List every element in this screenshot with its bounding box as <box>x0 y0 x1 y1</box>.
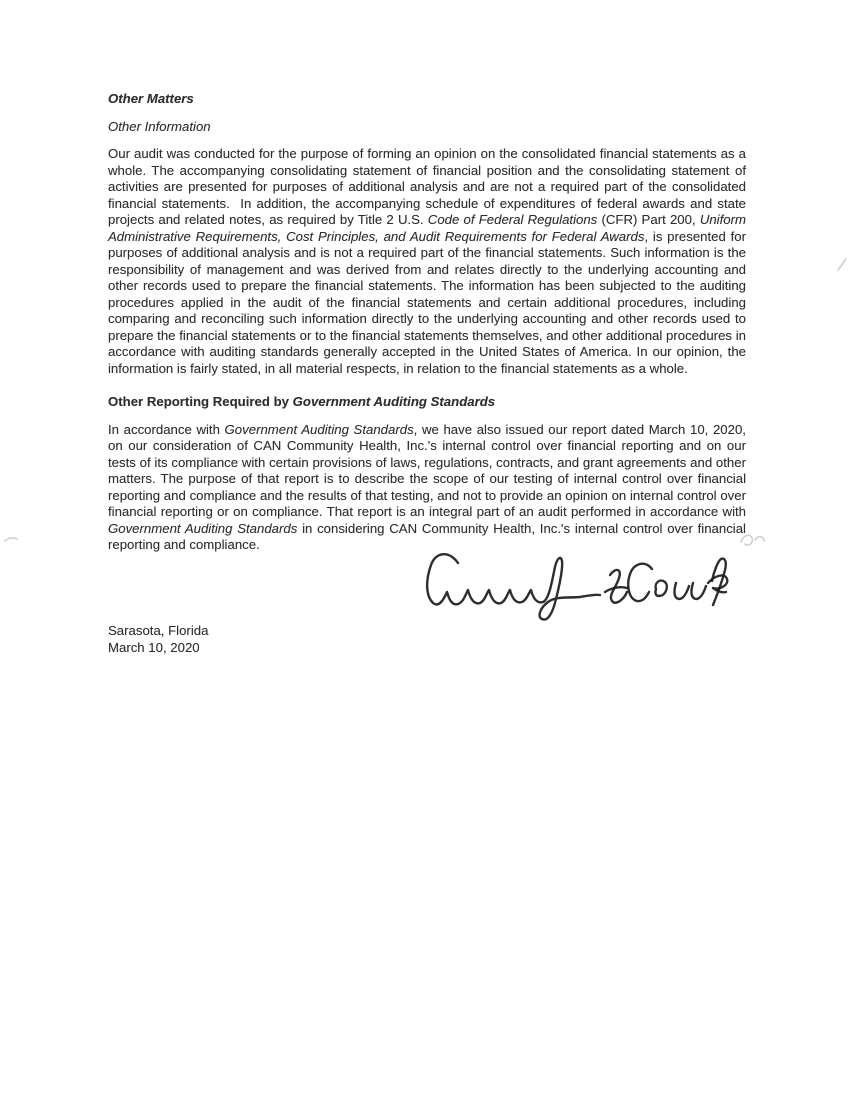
city-date-block <box>108 623 208 656</box>
heading-other-matters: Other Matters <box>108 91 194 106</box>
heading-other-reporting: Other Reporting Required by Government Auditing Standards <box>108 394 496 409</box>
scan-artifact <box>4 531 18 549</box>
city-line: Sarasota, Florida <box>108 623 209 638</box>
date-line: March 10, 2020 <box>108 639 200 655</box>
signature <box>424 547 729 627</box>
scan-artifact <box>836 258 848 277</box>
subheading-other-information: Other Information <box>108 118 211 134</box>
signature-handwriting <box>424 547 729 627</box>
document-text-column <box>108 91 746 571</box>
paragraph-other-reporting: In accordance with Government Auditing Standards, we have also issued our report dated March 10, 2020, on our consideration of CAN Community Health, Inc.'s internal control over financial reporting and on our tests of its compliance with certain provisions of laws, regulations, contracts, and grant agreements and other matters. The purpose of that report is to describe the scope of our testing of internal control over financial reporting and compliance and the results of that testing, and not to provide an opinion on internal control over financial reporting or on compliance. That report is an integral part of an audit performed in accordance with Government Auditing Standards in considering CAN Community Health, Inc.'s internal control over financial reporting and compliance. <box>108 421 746 552</box>
paragraph-other-information: Our audit was conducted for the purpose of forming an opinion on the consolidated financial statements as a whole. The accompanying consolidating statement of financial position and the consolidating statement of activities are presented for purposes of additional analysis and are not a required part of the consolidated financial statements. In addition, the accompanying schedule of expenditures of federal awards and state projects and related notes, as required by Title 2 U.S. Code of Federal Regulations (CFR) Part 200, Uniform Administrative Requirements, Cost Principles, and Audit Requirements for Federal Awards, is presented for purposes of additional analysis and is not a required part of the financial statements. Such information is the responsibility of management and was derived from and relates directly to the underlying accounting and other records used to prepare the financial statements. The information has been subjected to the auditing procedures applied in the audit of the financial statements and certain additional procedures, including comparing and reconciling such information directly to the underlying accounting and other records used to prepare the financial statements or to the financial statements themselves, and other additional procedures in accordance with auditing standards generally accepted in the United States of America. In our opinion, the information is fairly stated, in all material respects, in relation to the financial statements as a whole. <box>108 146 746 376</box>
